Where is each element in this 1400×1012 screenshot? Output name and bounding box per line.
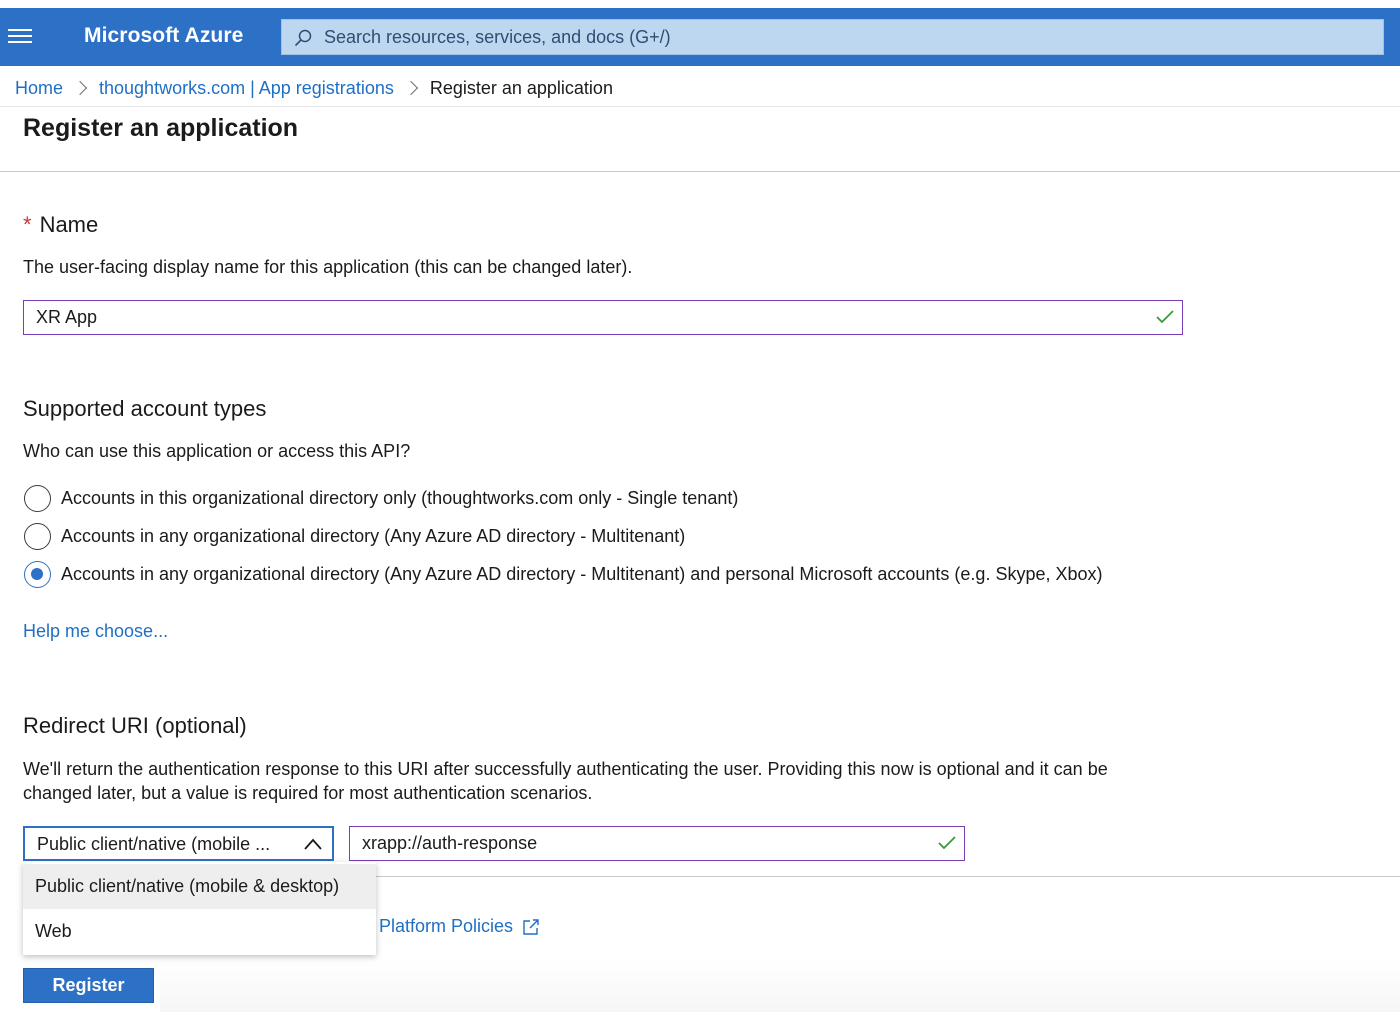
required-marker: * (23, 212, 32, 237)
account-type-option-multitenant[interactable] (24, 522, 685, 550)
radio-label: Accounts in this organizational directory only (thoughtworks.com only - Single tenant) (61, 487, 739, 508)
search-box[interactable] (281, 19, 1384, 55)
external-link-icon (521, 917, 541, 937)
top-bar (0, 8, 1400, 66)
form-divider (334, 876, 1400, 877)
account-types-question: Who can use this application or access this API? (23, 441, 411, 461)
platform-policies-link[interactable] (379, 916, 541, 937)
account-types-title: Supported account types (23, 396, 267, 421)
help-me-choose-link[interactable]: Help me choose... (23, 621, 169, 641)
brand-title[interactable]: Microsoft Azure (84, 24, 244, 47)
name-field[interactable] (23, 300, 1183, 335)
account-type-option-multitenant-personal[interactable] (24, 560, 1103, 588)
platform-select-value: Public client/native (mobile ... (37, 834, 271, 854)
chevron-up-icon (303, 837, 323, 851)
search-icon (294, 29, 312, 47)
page-title: Register an application (23, 114, 299, 142)
breadcrumb-current: Register an application (429, 77, 613, 98)
checkmark-icon (938, 836, 956, 850)
title-divider (0, 171, 1400, 172)
platform-option-public-client[interactable]: Public client/native (mobile & desktop) (23, 864, 376, 909)
account-type-option-single-tenant[interactable] (24, 484, 738, 512)
platform-dropdown-menu (23, 862, 376, 955)
radio-button[interactable] (24, 523, 51, 550)
platform-policies-label: Platform Policies (379, 916, 514, 936)
breadcrumb-app-registrations[interactable]: thoughtworks.com | App registrations (99, 77, 394, 98)
top-strip (0, 0, 1400, 8)
name-label: Name (39, 212, 99, 237)
breadcrumb-home[interactable]: Home (15, 77, 64, 98)
name-input[interactable] (36, 301, 1146, 333)
hamburger-menu-icon[interactable] (8, 29, 32, 45)
header-divider (0, 106, 1400, 107)
name-section-title (23, 212, 98, 238)
chevron-right-icon (73, 81, 87, 95)
footer-shade (160, 960, 1400, 1012)
radio-label: Accounts in any organizational directory (Any Azure AD directory - Multitenant) and personal Microsoft accounts (e.g. Skype, Xbox) (61, 563, 1103, 584)
radio-label: Accounts in any organizational directory (Any Azure AD directory - Multitenant) (61, 525, 686, 546)
name-description: The user-facing display name for this application (this can be changed later). (23, 257, 633, 277)
checkmark-icon (1156, 310, 1174, 324)
register-button[interactable]: Register (23, 968, 154, 1003)
redirect-uri-description-line1: We'll return the authentication response to this URI after successfully authenticating the user. Providing this now is optional and it can be (23, 759, 1108, 779)
redirect-uri-title: Redirect URI (optional) (23, 713, 247, 738)
search-input[interactable] (324, 20, 1364, 54)
platform-option-web[interactable]: Web (35, 921, 72, 941)
platform-select[interactable] (23, 826, 334, 861)
breadcrumb (15, 76, 613, 100)
redirect-uri-description-line2: changed later, but a value is required for most authentication scenarios. (23, 783, 593, 803)
redirect-uri-input[interactable] (362, 827, 922, 859)
radio-button-checked[interactable] (24, 561, 51, 588)
redirect-uri-field[interactable] (349, 826, 965, 861)
radio-button[interactable] (24, 485, 51, 512)
chevron-right-icon (404, 81, 418, 95)
